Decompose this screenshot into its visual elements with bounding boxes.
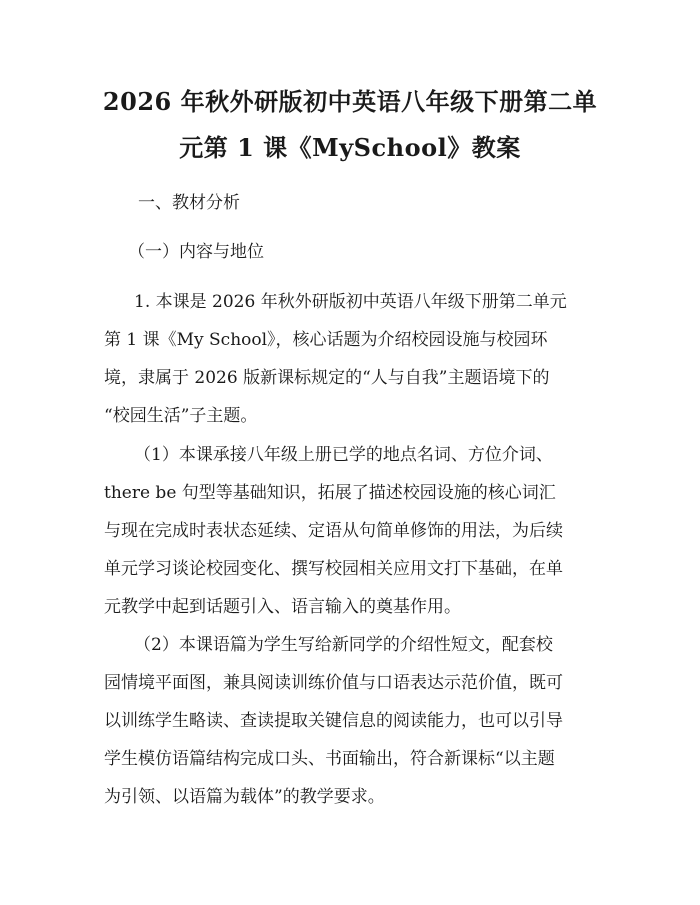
paragraph-line: （1）本课承接八年级上册已学的地点名词、方位介词、 [134,445,553,465]
paragraph-line: 学生模仿语篇结构完成口头、书面输出，符合新课标“以主题 [104,749,555,769]
section-heading: 一、教材分析 [138,193,240,213]
paragraph-line: 与现在完成时表状态延续、定语从句简单修饰的用法，为后续 [104,521,563,541]
document-title-line-2: 元第 1 课《MySchool》教案 [179,133,521,162]
paragraph-line: 1. 本课是 2026 年秋外研版初中英语八年级下册第二单元 [134,292,567,312]
paragraph-line: 元教学中起到话题引入、语言输入的奠基作用。 [104,597,461,617]
document-title-line-1: 2026 年秋外研版初中英语八年级下册第二单 [102,87,598,116]
paragraph-line: 第 1 课《My School》，核心话题为介绍校园设施与校园环 [104,330,548,350]
paragraph-line: 单元学习谈论校园变化、撰写校园相关应用文打下基础，在单 [104,559,563,579]
paragraph-3 [104,626,604,816]
paragraph-line: “校园生活”子主题。 [104,406,258,426]
paragraph-1 [104,283,604,435]
paragraph-line: 园情境平面图，兼具阅读训练价值与口语表达示范价值，既可 [104,673,563,693]
paragraph-line: there be 句型等基础知识，拓展了描述校园设施的核心词汇 [104,483,556,503]
paragraph-line: （2）本课语篇为学生写给新同学的介绍性短文，配套校 [134,635,553,655]
paragraph-line: 为引领、以语篇为载体”的教学要求。 [104,787,385,807]
paragraph-line: 以训练学生略读、查读提取关键信息的阅读能力，也可以引导 [104,711,563,731]
paragraph-2 [104,436,604,626]
subsection-heading: （一）内容与地位 [128,242,264,262]
paragraph-line: 境，隶属于 2026 版新课标规定的“人与自我”主题语境下的 [104,368,550,388]
